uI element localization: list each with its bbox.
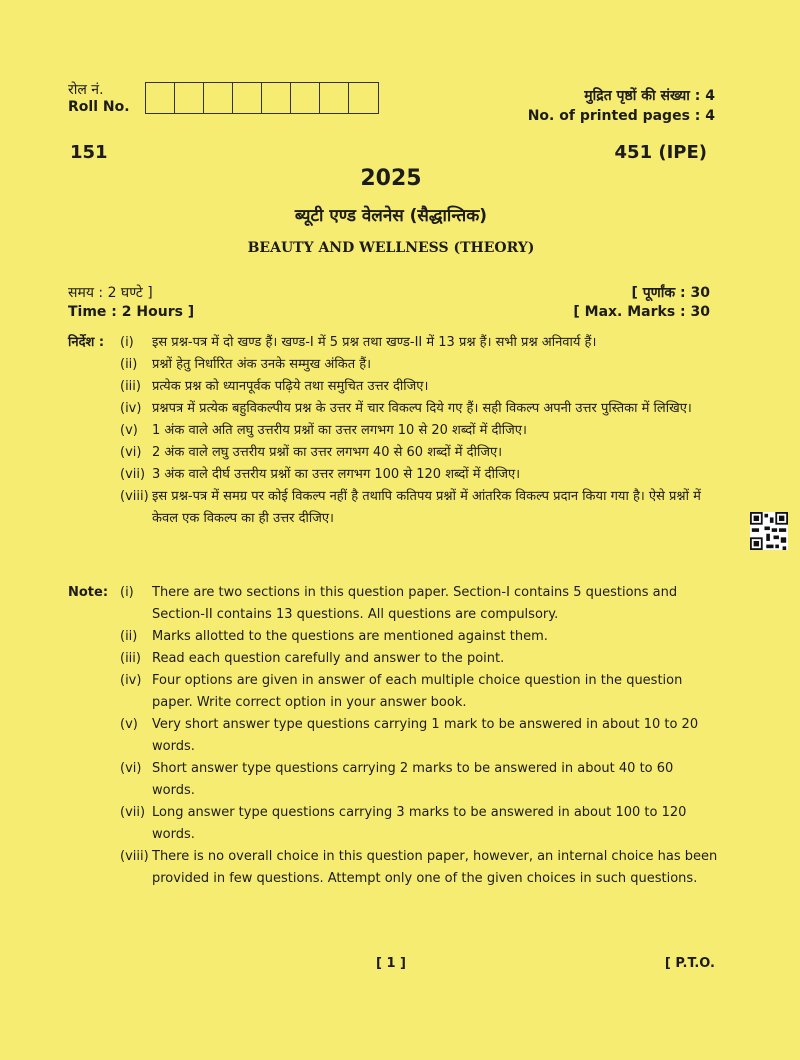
item-number: (vi) <box>120 761 142 776</box>
item-number: (i) <box>120 335 134 350</box>
instruction-item <box>68 486 718 530</box>
instructions-label-hindi: निर्देश : <box>68 335 105 350</box>
item-text: प्रत्येक प्रश्न को ध्यानपूर्वक पढ़िये तथा समुचित उत्तर दीजिए। <box>152 379 429 394</box>
please-turn-over: [ P.T.O. <box>664 956 715 971</box>
note-item <box>68 714 718 758</box>
item-text: प्रश्नपत्र में प्रत्येक बहुविकल्पीय प्रश्न के उत्तर में चार विकल्प दिये गए हैं। सही विकल्प अपनी उत्तर पुस्तिका में लिखिए। <box>152 401 692 416</box>
item-number: (ii) <box>120 629 138 644</box>
roll-digit-box[interactable] <box>204 83 233 113</box>
instruction-item <box>68 420 718 442</box>
note-item <box>68 670 718 714</box>
instruction-item <box>68 376 718 398</box>
note-item <box>68 582 718 626</box>
item-number: (vi) <box>120 445 142 460</box>
item-number: (iii) <box>120 651 141 666</box>
qr-code-icon <box>750 512 788 550</box>
item-number: (vii) <box>120 805 146 820</box>
note-item <box>68 802 718 846</box>
note-item <box>68 846 718 890</box>
item-text: इस प्रश्न-पत्र में समग्र पर कोई विकल्प नहीं है तथापि कतिपय प्रश्नों में आंतरिक विकल्प प्रदान किया गया है। ऐसे प्रश्नों में केवल एक विकल्प का ही उत्तर दीजिए। <box>152 489 701 526</box>
instruction-item <box>68 398 718 420</box>
note-item <box>68 758 718 802</box>
printed-pages-hindi: मुद्रित पृष्ठों की संख्या : 4 <box>584 88 715 104</box>
item-number: (iv) <box>120 401 142 416</box>
roll-number-label-hindi: रोल नं. <box>68 82 104 98</box>
item-text: 2 अंक वाले लघु उत्तरीय प्रश्नों का उत्तर लगभग 40 से 60 शब्दों में दीजिए। <box>152 445 503 460</box>
item-number: (v) <box>120 717 138 732</box>
max-marks: [ Max. Marks : 30 <box>573 304 710 320</box>
instruction-item <box>68 332 718 354</box>
item-number: (i) <box>120 585 134 600</box>
item-number: (iii) <box>120 379 141 394</box>
item-text: Read each question carefully and answer to the point. <box>152 651 505 666</box>
item-number: (viii) <box>120 849 149 864</box>
item-number: (viii) <box>120 489 149 504</box>
item-text: Very short answer type questions carrying 1 mark to be answered in about 10 to 20 words. <box>152 717 699 754</box>
roll-digit-box[interactable] <box>146 83 175 113</box>
page-number: [ 1 ] <box>376 956 406 971</box>
item-text: Long answer type questions carrying 3 marks to be answered in about 100 to 120 words. <box>152 805 687 842</box>
item-text: Four options are given in answer of each multiple choice question in the question paper. Write correct option in your answer book. <box>152 673 683 710</box>
exam-year: 2025 <box>360 166 422 191</box>
roll-digit-box[interactable] <box>262 83 291 113</box>
note-item <box>68 648 718 670</box>
item-text: Short answer type questions carrying 2 marks to be answered in about 40 to 60 words. <box>152 761 674 798</box>
instructions-hindi <box>68 332 718 530</box>
note-label: Note: <box>68 585 109 600</box>
item-text: There are two sections in this question paper. Section-I contains 5 questions and Section-II contains 13 questions. All questions are compulsory. <box>152 585 678 622</box>
item-text: प्रश्नों हेतु निर्धारित अंक उनके सम्मुख अंकित हैं। <box>152 357 372 372</box>
subject-title-hindi: ब्यूटी एण्ड वेलनेस (सैद्धान्तिक) <box>294 206 488 226</box>
subject-title: BEAUTY AND WELLNESS (THEORY) <box>247 240 535 256</box>
item-number: (iv) <box>120 673 142 688</box>
paper-code: 151 <box>70 142 108 163</box>
subject-code: 451 (IPE) <box>614 142 707 163</box>
note-item <box>68 626 718 648</box>
item-number: (vii) <box>120 467 146 482</box>
roll-digit-box[interactable] <box>349 83 378 113</box>
time-hindi: समय : 2 घण्टे ] <box>68 285 153 301</box>
roll-number-boxes[interactable] <box>145 82 379 114</box>
roll-digit-box[interactable] <box>320 83 349 113</box>
max-marks-hindi: [ पूर्णांक : 30 <box>631 285 710 301</box>
item-text: इस प्रश्न-पत्र में दो खण्ड हैं। खण्ड-I में 5 प्रश्न तथा खण्ड-II में 13 प्रश्न हैं। सभी प्रश्न अनिवार्य हैं। <box>152 335 597 350</box>
roll-number-label: Roll No. <box>68 99 130 115</box>
instructions-english <box>68 582 718 890</box>
item-text: 3 अंक वाले दीर्घ उत्तरीय प्रश्नों का उत्तर लगभग 100 से 120 शब्दों में दीजिए। <box>152 467 521 482</box>
printed-pages: No. of printed pages : 4 <box>527 108 715 124</box>
item-text: Marks allotted to the questions are mentioned against them. <box>152 629 548 644</box>
roll-digit-box[interactable] <box>233 83 262 113</box>
item-text: 1 अंक वाले अति लघु उत्तरीय प्रश्नों का उत्तर लगभग 10 से 20 शब्दों में दीजिए। <box>152 423 527 438</box>
instruction-item <box>68 442 718 464</box>
roll-digit-box[interactable] <box>291 83 320 113</box>
roll-digit-box[interactable] <box>175 83 204 113</box>
item-number: (ii) <box>120 357 138 372</box>
time-allowed: Time : 2 Hours ] <box>68 304 195 320</box>
instruction-item <box>68 354 718 376</box>
item-text: There is no overall choice in this question paper, however, an internal choice has been provided in few questions. Attempt only one of the given choices in such questions. <box>152 849 718 886</box>
item-number: (v) <box>120 423 138 438</box>
instruction-item <box>68 464 718 486</box>
